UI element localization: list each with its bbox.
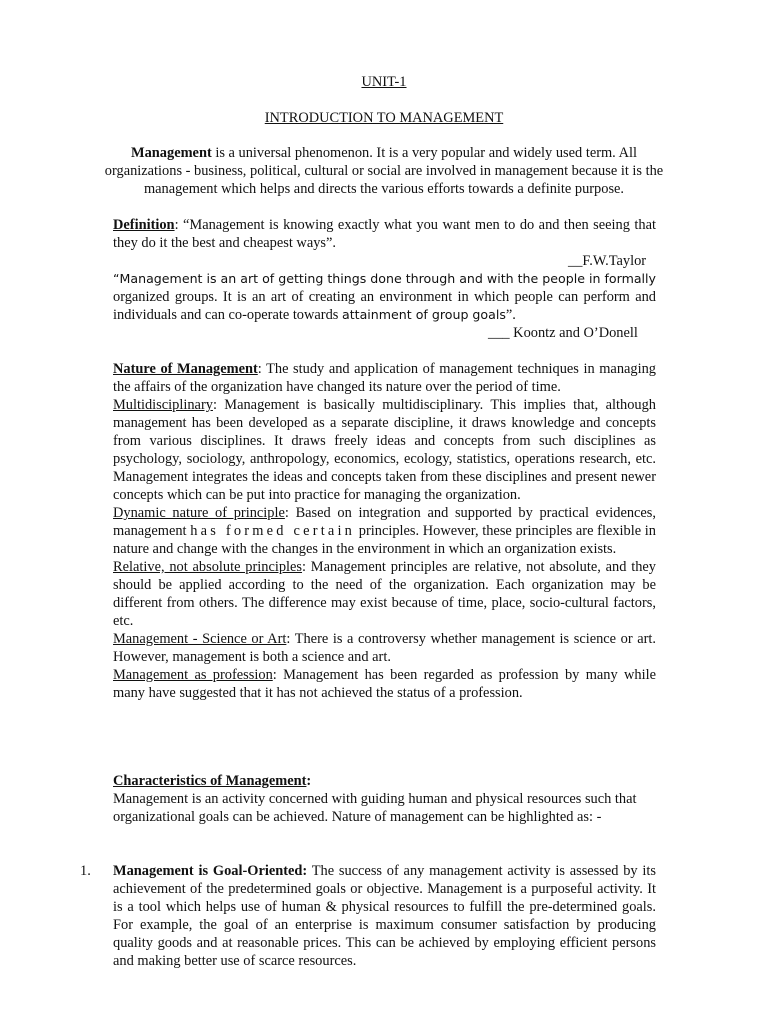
nature-item-label: Dynamic nature of principle (113, 505, 285, 521)
goal-item-text: The success of any management activity is assessed by its achievement of the predetermined goals or objective. Management is a purposeful activity. It is a tool which helps use of human & physical resources to fulfill the pre-determined goals. For example, the goal of an enterprise is maximum consumer satisfaction by producing quality goods and at reasonable prices. This can be achieved by employing efficient persons and making better use of scarce resources. (113, 863, 656, 969)
nature-item-text-b: principles. However, these principles are flexible in nature and change with the changes in the environment in which an organization exists. (113, 523, 656, 557)
quote2-rest-b: ”. (505, 307, 516, 323)
nature-item-label: Management - Science or Art (113, 631, 287, 647)
nature-label: Nature of Management (113, 361, 258, 377)
nature-item-label: Relative, not absolute principles (113, 559, 303, 575)
definition-paragraph (113, 216, 656, 252)
nature-item-text: : Management has been regarded as profession by many while many have suggested that it has not achieved the status of a profession. (113, 667, 656, 701)
definition-author-taylor: __F.W.Taylor (568, 253, 647, 269)
quote2-rest-a: organized groups. It is an art of creating an environment in which people can perform and individuals and can co-operate towards (113, 289, 656, 323)
nature-item-profession (113, 666, 656, 702)
goal-item-bold: Management is Goal-Oriented: (113, 863, 308, 879)
nature-item-multidisciplinary (113, 396, 656, 504)
characteristics-section (113, 772, 656, 826)
quote2-sans-part: “Management is an art of getting things done through and with the people in formally (113, 271, 657, 286)
definition-author-koontz: ___ Koontz and O’Donell (488, 325, 638, 341)
nature-item-text: : Management principles are relative, not absolute, and they should be applied according to the need of the organization. Each organization may be different from others. The difference may exist because of time, place, socio-cultural factors, etc. (113, 559, 656, 629)
nature-item-text-a: : Based on integration and supported by practical evidences, management (113, 505, 657, 539)
nature-intro (113, 360, 656, 396)
nature-item-text-spaced: has formed certain (190, 523, 356, 539)
nature-text: : The study and application of management techniques in managing the affairs of the organization have changed its nature over the period of time. (113, 361, 656, 395)
goal-item-number: 1. (80, 863, 91, 879)
characteristics-heading (113, 772, 656, 790)
nature-section (113, 360, 656, 702)
intro-bold-term: Management (131, 145, 212, 161)
nature-item-label: Management as profession (113, 667, 273, 683)
characteristics-colon: : (306, 773, 312, 789)
nature-item-dynamic (113, 504, 656, 558)
nature-item-science-art (113, 630, 656, 666)
goal-item (113, 862, 656, 970)
definition-text: : “Management is knowing exactly what you want men to do and then seeing that they do it the best and cheapest ways”. (113, 217, 656, 251)
intro-text: is a universal phenomenon. It is a very popular and widely used term. All organizations - business, political, cultural or social are involved in management because it is the management which helps and directs the various efforts towards a definite purpose. (104, 145, 664, 197)
characteristics-text: Management is an activity concerned with guiding human and physical resources such that organizational goals can be achieved. Nature of management can be highlighted as: - (113, 791, 637, 825)
nature-item-text: : Management is basically multidisciplinary. This implies that, although management has been developed as a separate discipline, it draws knowledge and concepts from various disciplines. It draws freely ideas and concepts from such disciplines as psychology, sociology, anthropology, economics, ecology, statistics, operations research, etc. Management integrates the ideas and concepts taken from these disciplines and present newer concepts which can be put into practice for managing the organization. (113, 397, 656, 503)
main-title: INTRODUCTION TO MANAGEMENT (264, 110, 504, 126)
nature-item-label: Multidisciplinary (113, 397, 213, 413)
intro-paragraph (100, 144, 668, 198)
nature-item-text: : There is a controversy whether management is science or art. However, management is both a science and art. (113, 631, 656, 665)
unit-heading: UNIT-1 (361, 74, 407, 90)
characteristics-label: Characteristics of Management (113, 773, 307, 789)
definition-quote-koontz (113, 270, 656, 324)
quote2-sans-part-2: attainment of group goals (341, 307, 506, 322)
nature-item-relative (113, 558, 656, 630)
definition-label: Definition (113, 217, 175, 233)
